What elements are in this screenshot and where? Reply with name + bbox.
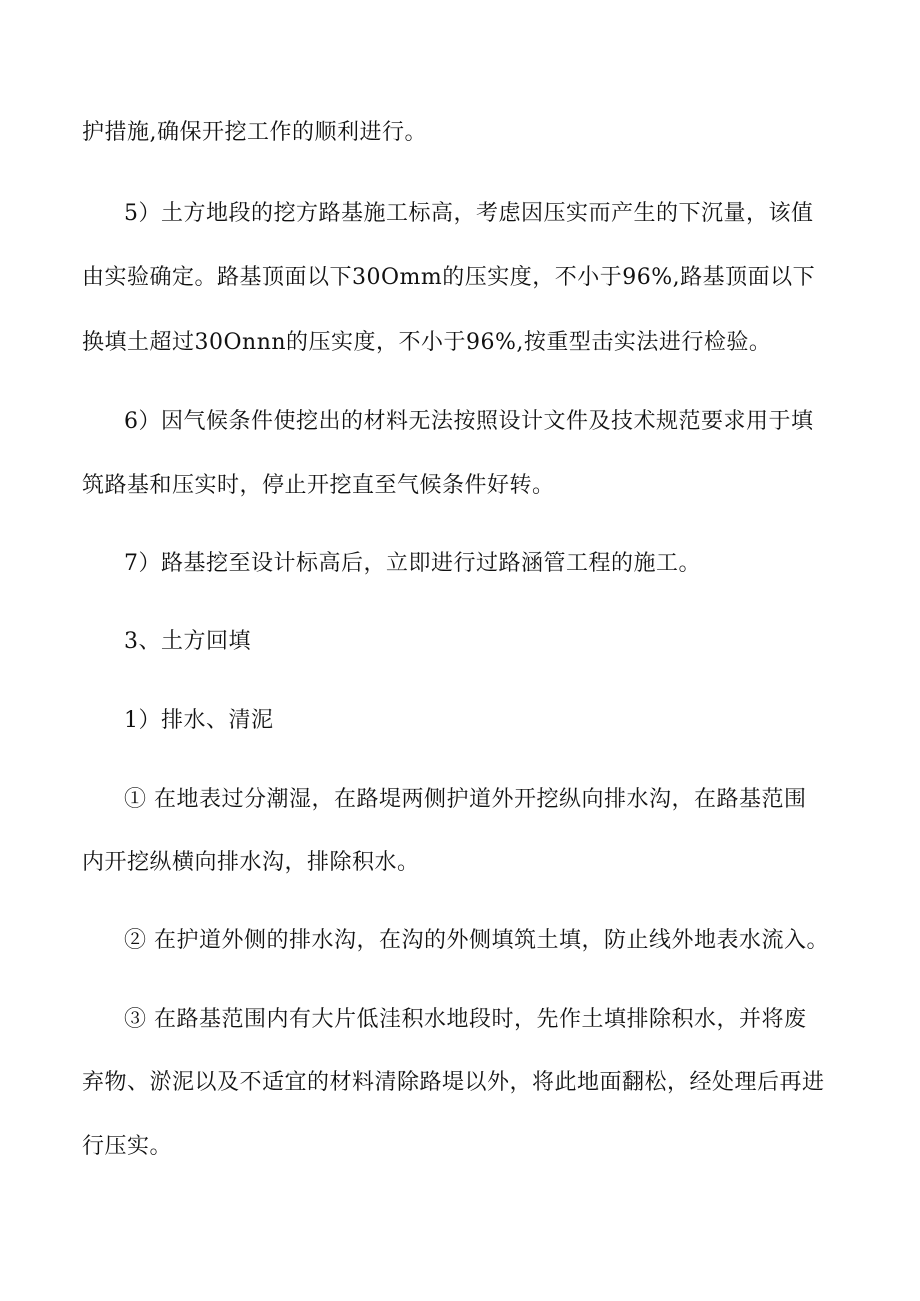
paragraph-line: ② 在护道外侧的排水沟，在沟的外侧填筑土填，防止线外地表水流入。 xyxy=(124,928,829,953)
paragraph-line: 筑路基和压实时，停止开挖直至气候条件好转。 xyxy=(82,473,555,498)
paragraph-line: ① 在地表过分潮湿，在路堤两侧护道外开挖纵向排水沟，在路基范围 xyxy=(124,787,807,812)
paragraph-line: 换填土超过30Onnn的压实度，不小于96%,按重型击实法进行检验。 xyxy=(82,330,772,355)
paragraph-line: 7）路基挖至设计标高后，立即进行过路涵管工程的施工。 xyxy=(124,551,701,576)
paragraph-line: ③ 在路基范围内有大片低洼积水地段时，先作土填排除积水，并将废 xyxy=(124,1007,807,1032)
subsection-heading: 1）排水、清泥 xyxy=(124,708,274,733)
paragraph-line: 弃物、淤泥以及不适宜的材料清除路堤以外，将此地面翻松，经处理后再进 xyxy=(82,1070,825,1095)
paragraph-line: 5）土方地段的挖方路基施工标高，考虑因压实而产生的下沉量，该值 xyxy=(124,201,814,226)
paragraph-line: 行压实。 xyxy=(82,1134,173,1159)
paragraph-line: 6）因气候条件使挖出的材料无法按照设计文件及技术规范要求用于填 xyxy=(124,409,814,434)
section-heading: 3、土方回填 xyxy=(124,629,251,654)
paragraph-line: 内开挖纵横向排水沟，排除积水。 xyxy=(82,850,420,875)
paragraph-line: 由实验确定。路基顶面以下30Omm的压实度，不小于96%,路基顶面以下 xyxy=(82,265,816,290)
paragraph-line: 护措施,确保开挖工作的顺利进行。 xyxy=(82,120,427,145)
